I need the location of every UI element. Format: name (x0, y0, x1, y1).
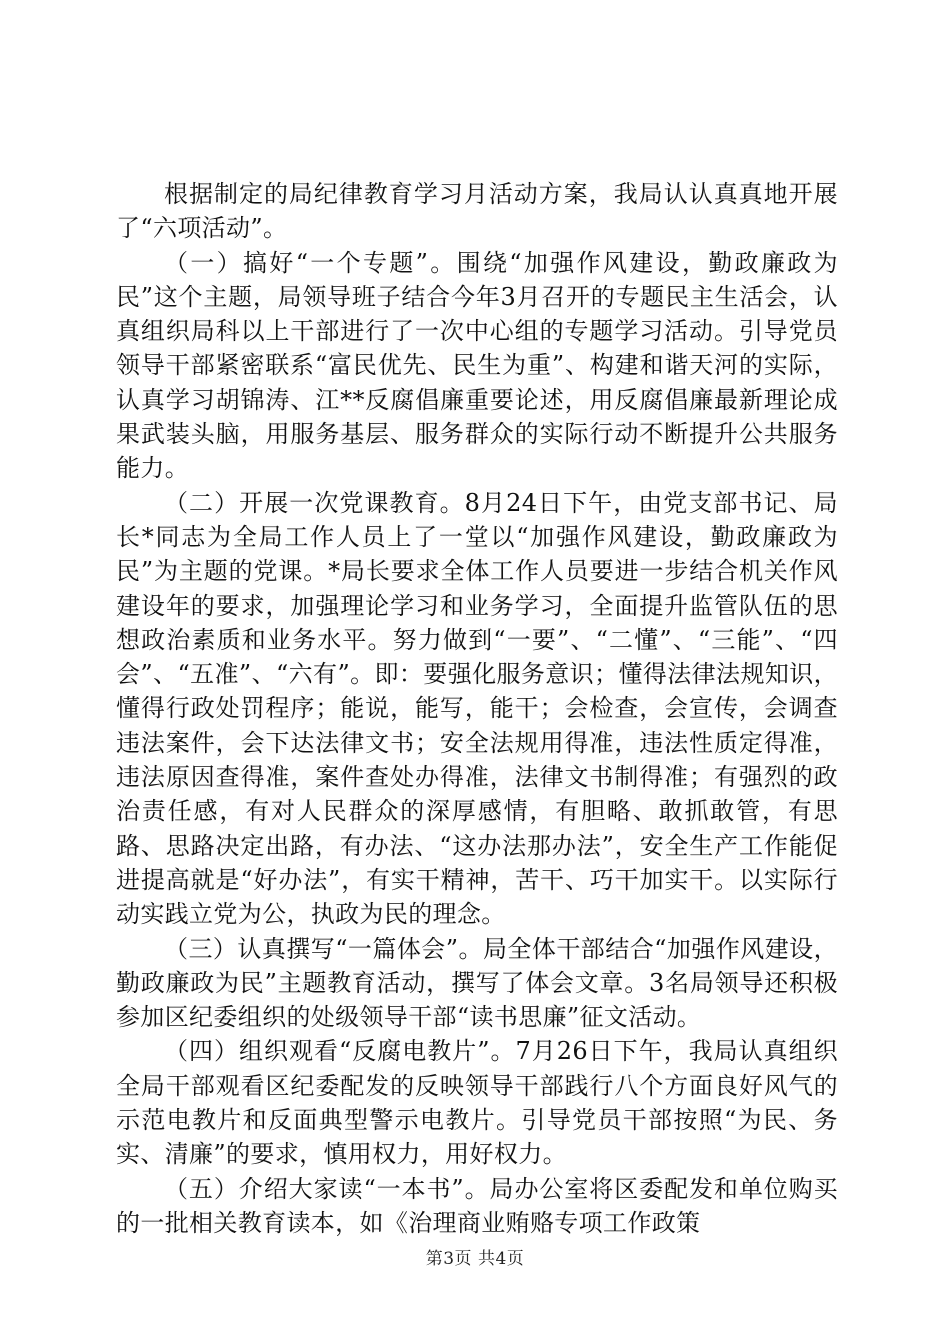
paragraph-section-4: （四）组织观看“反腐电教片”。7月26日下午，我局认真组织全局干部观看区纪委配发的反映领导干部践行八个方面良好风气的示范电教片和反面典型警示电教片。引导党员干部按照“为民、务实、清廉”的要求，慎用权力，用好权力。 (116, 1037, 838, 1169)
paragraph-section-3: （三）认真撰写“一篇体会”。局全体干部结合“加强作风建设，勤政廉政为民”主题教育活动，撰写了体会文章。3名局领导还积极参加区纪委组织的处级领导干部“读书思廉”征文活动。 (116, 934, 838, 1032)
paragraph-intro: 根据制定的局纪律教育学习月活动方案，我局认认真真地开展了“六项活动”。 (116, 180, 838, 243)
page-footer: 第3页 共4页 (425, 1249, 525, 1269)
paragraph-section-1: （一）搞好“一个专题”。围绕“加强作风建设，勤政廉政为民”这个主题，局领导班子结合今年3月召开的专题民主生活会，认真组织局科以上干部进行了一次中心组的专题学习活动。引导党员领导干部紧密联系“富民优先、民生为重”、构建和谐天河的实际，认真学习胡锦涛、江**反腐倡廉重要论述，用反腐倡廉最新理论成果武装头脑，用服务基层、服务群众的实际行动不断提升公共服务能力。 (116, 248, 838, 483)
paragraph-section-2: （二）开展一次党课教育。8月24日下午，由党支部书记、局长*同志为全局工作人员上了一堂以“加强作风建设，勤政廉政为民”为主题的党课。*局长要求全体工作人员要进一步结合机关作风建设年的要求，加强理论学习和业务学习，全面提升监管队伍的思想政治素质和业务水平。努力做到“一要”、“二懂”、“三能”、“四会”、“五准”、“六有”。即：要强化服务意识；懂得法律法规知识，懂得行政处罚程序；能说，能写，能干；会检查，会宣传，会调查违法案件，会下达法律文书；安全法规用得准，违法性质定得准，违法原因查得准，案件查处办得准，法律文书制得准；有强烈的政治责任感，有对人民群众的深厚感情，有胆略、敢抓敢管，有思路、思路决定出路，有办法、“这办法那办法”，安全生产工作能促进提高就是“好办法”，有实干精神，苦干、巧干加实干。以实际行动实践立党为公，执政为民的理念。 (116, 488, 838, 929)
document-body (116, 177, 838, 1240)
paragraph-section-5: （五）介绍大家读“一本书”。局办公室将区委配发和单位购买的一批相关教育读本，如《治理商业贿赂专项工作政策 (116, 1174, 838, 1237)
